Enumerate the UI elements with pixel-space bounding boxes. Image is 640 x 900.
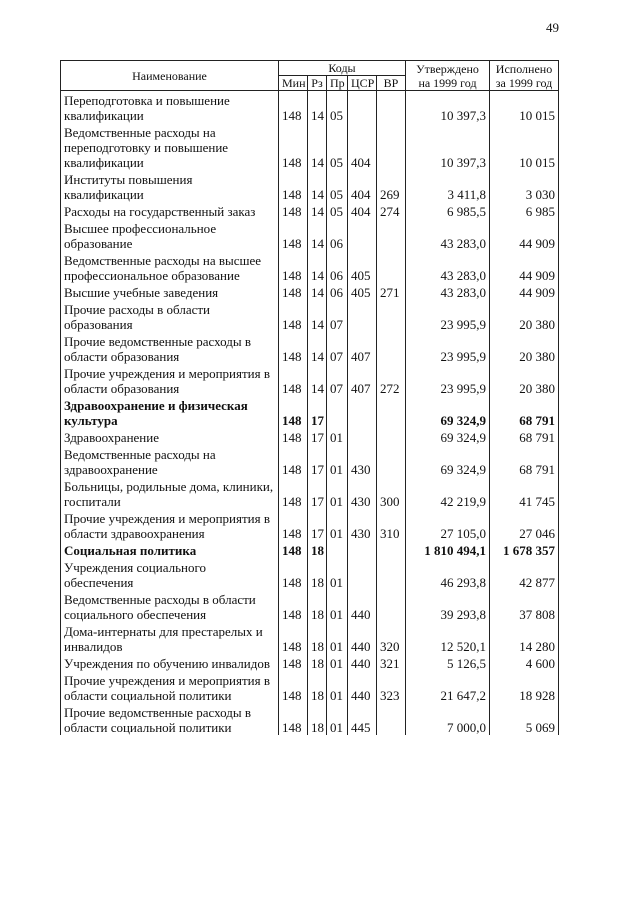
row-approved-cell: 1 810 494,1: [406, 541, 490, 558]
table-header: [61, 61, 559, 91]
table-row: [61, 170, 559, 202]
row-csr-cell: [348, 541, 377, 558]
row-pr-cell: [327, 541, 348, 558]
row-pr-cell: 07: [327, 300, 348, 332]
row-pr-cell: 01: [327, 590, 348, 622]
row-approved-cell: 43 283,0: [406, 283, 490, 300]
row-name-cell: Прочие учреждения и мероприятия в области здравоохранения: [61, 509, 279, 541]
row-approved-cell: 10 397,3: [406, 123, 490, 170]
row-csr-cell: 405: [348, 283, 377, 300]
row-pr-cell: 01: [327, 622, 348, 654]
row-pr-cell: 01: [327, 509, 348, 541]
row-vr-cell: 323: [377, 671, 406, 703]
row-executed-cell: 3 030: [490, 170, 559, 202]
row-vr-cell: [377, 332, 406, 364]
row-min-cell: 148: [279, 202, 308, 219]
header-csr: ЦСР: [348, 76, 377, 91]
row-name-cell: Прочие учреждения и мероприятия в области социальной политики: [61, 671, 279, 703]
row-rz-cell: 14: [308, 170, 327, 202]
row-approved-cell: 39 293,8: [406, 590, 490, 622]
row-name-cell: Ведомственные расходы на переподготовку и повышение квалификации: [61, 123, 279, 170]
row-rz-cell: 14: [308, 219, 327, 251]
row-rz-cell: 17: [308, 477, 327, 509]
row-min-cell: 148: [279, 219, 308, 251]
row-vr-cell: [377, 251, 406, 283]
row-vr-cell: 310: [377, 509, 406, 541]
row-vr-cell: 300: [377, 477, 406, 509]
row-vr-cell: [377, 91, 406, 124]
row-rz-cell: 18: [308, 590, 327, 622]
row-min-cell: 148: [279, 332, 308, 364]
header-min: Мин: [279, 76, 308, 91]
table-row: [61, 396, 559, 428]
row-name-cell: Дома-интернаты для престарелых и инвалидов: [61, 622, 279, 654]
table-row: [61, 509, 559, 541]
row-min-cell: 148: [279, 703, 308, 735]
row-approved-cell: 69 324,9: [406, 428, 490, 445]
row-min-cell: 148: [279, 445, 308, 477]
row-csr-cell: 407: [348, 364, 377, 396]
row-approved-cell: 42 219,9: [406, 477, 490, 509]
row-csr-cell: [348, 428, 377, 445]
row-pr-cell: 05: [327, 202, 348, 219]
row-name-cell: Здравоохранение и физическая культура: [61, 396, 279, 428]
header-executed: Исполнено за 1999 год: [490, 61, 559, 91]
row-vr-cell: 269: [377, 170, 406, 202]
row-csr-cell: 405: [348, 251, 377, 283]
table-row: [61, 445, 559, 477]
row-name-cell: Расходы на государственный заказ: [61, 202, 279, 219]
row-approved-cell: 23 995,9: [406, 364, 490, 396]
row-approved-cell: 10 397,3: [406, 91, 490, 124]
row-vr-cell: 321: [377, 654, 406, 671]
row-executed-cell: 42 877: [490, 558, 559, 590]
header-rz: Рз: [308, 76, 327, 91]
table-row: [61, 541, 559, 558]
row-executed-cell: 68 791: [490, 428, 559, 445]
row-executed-cell: 68 791: [490, 396, 559, 428]
row-min-cell: 148: [279, 671, 308, 703]
row-name-cell: Прочие ведомственные расходы в области социальной политики: [61, 703, 279, 735]
row-approved-cell: 23 995,9: [406, 332, 490, 364]
row-csr-cell: [348, 300, 377, 332]
row-executed-cell: 68 791: [490, 445, 559, 477]
row-approved-cell: 21 647,2: [406, 671, 490, 703]
row-pr-cell: 01: [327, 703, 348, 735]
row-vr-cell: [377, 541, 406, 558]
row-rz-cell: 14: [308, 123, 327, 170]
row-min-cell: 148: [279, 428, 308, 445]
table-row: [61, 671, 559, 703]
row-name-cell: Учреждения социального обеспечения: [61, 558, 279, 590]
row-pr-cell: 05: [327, 170, 348, 202]
row-executed-cell: 44 909: [490, 251, 559, 283]
page-number: 49: [546, 20, 559, 35]
row-min-cell: 148: [279, 541, 308, 558]
table-row: [61, 219, 559, 251]
row-pr-cell: 06: [327, 219, 348, 251]
row-executed-cell: 10 015: [490, 123, 559, 170]
row-vr-cell: [377, 703, 406, 735]
row-pr-cell: 05: [327, 91, 348, 124]
row-rz-cell: 14: [308, 91, 327, 124]
row-pr-cell: 07: [327, 332, 348, 364]
header-vr: ВР: [377, 76, 406, 91]
row-min-cell: 148: [279, 170, 308, 202]
row-name-cell: Высшее профессиональное образование: [61, 219, 279, 251]
row-pr-cell: 07: [327, 364, 348, 396]
row-rz-cell: 14: [308, 283, 327, 300]
row-csr-cell: 407: [348, 332, 377, 364]
row-approved-cell: 6 985,5: [406, 202, 490, 219]
row-vr-cell: 272: [377, 364, 406, 396]
row-executed-cell: 1 678 357: [490, 541, 559, 558]
table-body: [61, 91, 559, 736]
row-executed-cell: 27 046: [490, 509, 559, 541]
row-csr-cell: [348, 91, 377, 124]
row-pr-cell: [327, 396, 348, 428]
header-approved: Утверждено на 1999 год: [406, 61, 490, 91]
row-min-cell: 148: [279, 251, 308, 283]
row-vr-cell: 271: [377, 283, 406, 300]
row-csr-cell: 445: [348, 703, 377, 735]
row-name-cell: Переподготовка и повышение квалификации: [61, 91, 279, 124]
row-rz-cell: 18: [308, 541, 327, 558]
row-name-cell: Прочие ведомственные расходы в области образования: [61, 332, 279, 364]
row-executed-cell: 41 745: [490, 477, 559, 509]
row-rz-cell: 14: [308, 202, 327, 219]
row-min-cell: 148: [279, 590, 308, 622]
row-approved-cell: 23 995,9: [406, 300, 490, 332]
row-executed-cell: 10 015: [490, 91, 559, 124]
row-csr-cell: 440: [348, 622, 377, 654]
table-row: [61, 590, 559, 622]
row-csr-cell: 430: [348, 509, 377, 541]
row-min-cell: 148: [279, 123, 308, 170]
row-pr-cell: 01: [327, 477, 348, 509]
row-rz-cell: 14: [308, 300, 327, 332]
row-name-cell: Ведомственные расходы в области социального обеспечения: [61, 590, 279, 622]
row-rz-cell: 18: [308, 703, 327, 735]
table-row: [61, 251, 559, 283]
row-approved-cell: 27 105,0: [406, 509, 490, 541]
table-row: [61, 202, 559, 219]
row-approved-cell: 46 293,8: [406, 558, 490, 590]
row-approved-cell: 43 283,0: [406, 219, 490, 251]
row-min-cell: 148: [279, 622, 308, 654]
row-csr-cell: 430: [348, 445, 377, 477]
row-min-cell: 148: [279, 364, 308, 396]
row-executed-cell: 37 808: [490, 590, 559, 622]
row-min-cell: 148: [279, 91, 308, 124]
row-pr-cell: 06: [327, 251, 348, 283]
row-vr-cell: [377, 428, 406, 445]
row-name-cell: Прочие учреждения и мероприятия в области образования: [61, 364, 279, 396]
row-csr-cell: [348, 396, 377, 428]
row-vr-cell: [377, 558, 406, 590]
row-csr-cell: 440: [348, 654, 377, 671]
row-approved-cell: 5 126,5: [406, 654, 490, 671]
row-csr-cell: [348, 219, 377, 251]
table-row: [61, 91, 559, 124]
table-row: [61, 654, 559, 671]
row-approved-cell: 7 000,0: [406, 703, 490, 735]
row-min-cell: 148: [279, 509, 308, 541]
row-rz-cell: 17: [308, 445, 327, 477]
row-executed-cell: 18 928: [490, 671, 559, 703]
row-min-cell: 148: [279, 558, 308, 590]
table-row: [61, 300, 559, 332]
row-rz-cell: 18: [308, 622, 327, 654]
row-csr-cell: 430: [348, 477, 377, 509]
header-pr: Пр: [327, 76, 348, 91]
row-name-cell: Ведомственные расходы на высшее профессиональное образование: [61, 251, 279, 283]
table-row: [61, 364, 559, 396]
row-min-cell: 148: [279, 283, 308, 300]
table-row: [61, 477, 559, 509]
row-min-cell: 148: [279, 477, 308, 509]
row-executed-cell: 20 380: [490, 332, 559, 364]
row-vr-cell: 320: [377, 622, 406, 654]
row-pr-cell: 01: [327, 654, 348, 671]
row-csr-cell: 404: [348, 123, 377, 170]
row-executed-cell: 6 985: [490, 202, 559, 219]
row-rz-cell: 18: [308, 671, 327, 703]
row-min-cell: 148: [279, 396, 308, 428]
row-name-cell: Учреждения по обучению инвалидов: [61, 654, 279, 671]
row-csr-cell: 404: [348, 170, 377, 202]
row-csr-cell: 440: [348, 590, 377, 622]
row-approved-cell: 69 324,9: [406, 396, 490, 428]
row-vr-cell: [377, 219, 406, 251]
row-vr-cell: [377, 396, 406, 428]
table-row: [61, 622, 559, 654]
row-name-cell: Прочие расходы в области образования: [61, 300, 279, 332]
row-csr-cell: [348, 558, 377, 590]
row-pr-cell: 01: [327, 558, 348, 590]
row-csr-cell: 404: [348, 202, 377, 219]
row-pr-cell: 01: [327, 671, 348, 703]
row-vr-cell: 274: [377, 202, 406, 219]
row-rz-cell: 17: [308, 396, 327, 428]
row-name-cell: Здравоохранение: [61, 428, 279, 445]
row-rz-cell: 14: [308, 251, 327, 283]
row-executed-cell: 20 380: [490, 300, 559, 332]
row-executed-cell: 14 280: [490, 622, 559, 654]
row-pr-cell: 01: [327, 428, 348, 445]
row-executed-cell: 44 909: [490, 283, 559, 300]
row-approved-cell: 69 324,9: [406, 445, 490, 477]
row-csr-cell: 440: [348, 671, 377, 703]
row-name-cell: Институты повышения квалификации: [61, 170, 279, 202]
row-pr-cell: 01: [327, 445, 348, 477]
row-rz-cell: 14: [308, 364, 327, 396]
row-vr-cell: [377, 590, 406, 622]
row-rz-cell: 18: [308, 654, 327, 671]
row-rz-cell: 17: [308, 428, 327, 445]
row-pr-cell: 05: [327, 123, 348, 170]
table-row: [61, 703, 559, 735]
row-executed-cell: 5 069: [490, 703, 559, 735]
row-name-cell: Больницы, родильные дома, клиники, госпитали: [61, 477, 279, 509]
budget-table: [60, 60, 559, 735]
table-row: [61, 332, 559, 364]
row-executed-cell: 20 380: [490, 364, 559, 396]
row-rz-cell: 18: [308, 558, 327, 590]
row-executed-cell: 4 600: [490, 654, 559, 671]
row-approved-cell: 12 520,1: [406, 622, 490, 654]
row-name-cell: Высшие учебные заведения: [61, 283, 279, 300]
row-name-cell: Ведомственные расходы на здравоохранение: [61, 445, 279, 477]
row-min-cell: 148: [279, 300, 308, 332]
table-row: [61, 123, 559, 170]
row-executed-cell: 44 909: [490, 219, 559, 251]
table-row: [61, 558, 559, 590]
table-row: [61, 283, 559, 300]
row-min-cell: 148: [279, 654, 308, 671]
row-approved-cell: 3 411,8: [406, 170, 490, 202]
header-codes: Коды: [279, 61, 406, 76]
row-rz-cell: 14: [308, 332, 327, 364]
row-vr-cell: [377, 123, 406, 170]
header-name: Наименование: [61, 61, 279, 91]
row-pr-cell: 06: [327, 283, 348, 300]
row-rz-cell: 17: [308, 509, 327, 541]
row-vr-cell: [377, 300, 406, 332]
row-approved-cell: 43 283,0: [406, 251, 490, 283]
table-row: [61, 428, 559, 445]
row-name-cell: Социальная политика: [61, 541, 279, 558]
row-vr-cell: [377, 445, 406, 477]
